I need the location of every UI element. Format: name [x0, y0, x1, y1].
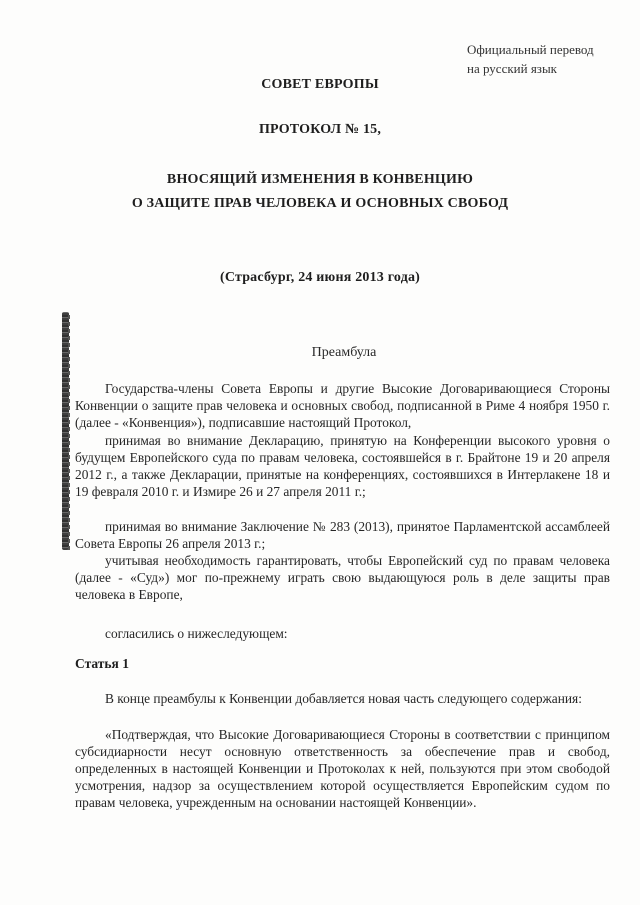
- note-line-2: на русский язык: [467, 61, 557, 76]
- preamble-paragraph-2-text: принимая во внимание Декларацию, принятую на Конференции высокого уровня о будущем Европейского суда по правам человека, состоявшейся в г. Брайтоне 19 и 20 апреля 2012 г., а также Декларации, принятые на конференциях, состоявшихся в Интерлакене 18 и 19 февраля 2010 г. и Измире 26 и 27 апреля 2011 г.;: [75, 433, 610, 499]
- agreed-text: согласились о нижеследующем:: [105, 626, 288, 641]
- article-1-paragraph-2: [75, 726, 610, 811]
- article-1-paragraph-1-text: В конце преамбулы к Конвенции добавляется новая часть следующего содержания:: [105, 691, 582, 706]
- subtitle-line-1: ВНОСЯЩИЙ ИЗМЕНЕНИЯ В КОНВЕНЦИЮ: [166, 172, 474, 187]
- article-1-heading: Статья 1: [75, 656, 129, 671]
- preamble-paragraph-3: [75, 518, 610, 552]
- preamble-paragraph-1: [75, 380, 610, 431]
- article-1-paragraph-1: [75, 690, 610, 707]
- preamble-paragraph-3-text: принимая во внимание Заключение № 283 (2013), принятое Парламентской ассамблеей Совета Европы 26 апреля 2013 г.;: [75, 519, 610, 551]
- preamble-paragraph-4-text: учитывая необходимость гарантировать, чтобы Европейский суд по правам человека (далее - «Суд») мог по-прежнему играть свою выдающуюся роль в деле защиты прав человека в Европе,: [75, 553, 610, 602]
- org-title: СОВЕТ ЕВРОПЫ: [261, 77, 379, 92]
- subtitle-line-2: О ЗАЩИТЕ ПРАВ ЧЕЛОВЕКА И ОСНОВНЫХ СВОБОД: [131, 196, 509, 211]
- agreed-line: [75, 625, 610, 642]
- article-1-paragraph-2-text: «Подтверждая, что Высокие Договаривающиеся Стороны в соответствии с принципом субсидиарности несут основную ответственность за обеспечение прав и свобод, определенных в настоящей Конвенции и Протоколах к ней, пользуются при этом свободой усмотрения, надзор за осуществлением которой осуществляется Европейским судом по правам человека, учрежденным на основании настоящей Конвенции».: [75, 727, 610, 810]
- preamble-heading: Преамбула: [311, 345, 377, 360]
- place-date: (Страсбург, 24 июня 2013 года): [219, 270, 421, 285]
- preamble-paragraph-4: [75, 552, 610, 603]
- official-translation-note: [467, 40, 594, 78]
- note-line-1: Официальный перевод: [467, 42, 594, 57]
- protocol-title: ПРОТОКОЛ № 15,: [258, 122, 382, 137]
- preamble-paragraph-2: [75, 432, 610, 500]
- preamble-paragraph-1-text: Государства-члены Совета Европы и другие Высокие Договаривающиеся Стороны Конвенции о защите прав человека и основных свобод, подписанной в Риме 4 ноября 1950 г. (далее - «Конвенция»), подписавшие настоящий Протокол,: [75, 381, 610, 430]
